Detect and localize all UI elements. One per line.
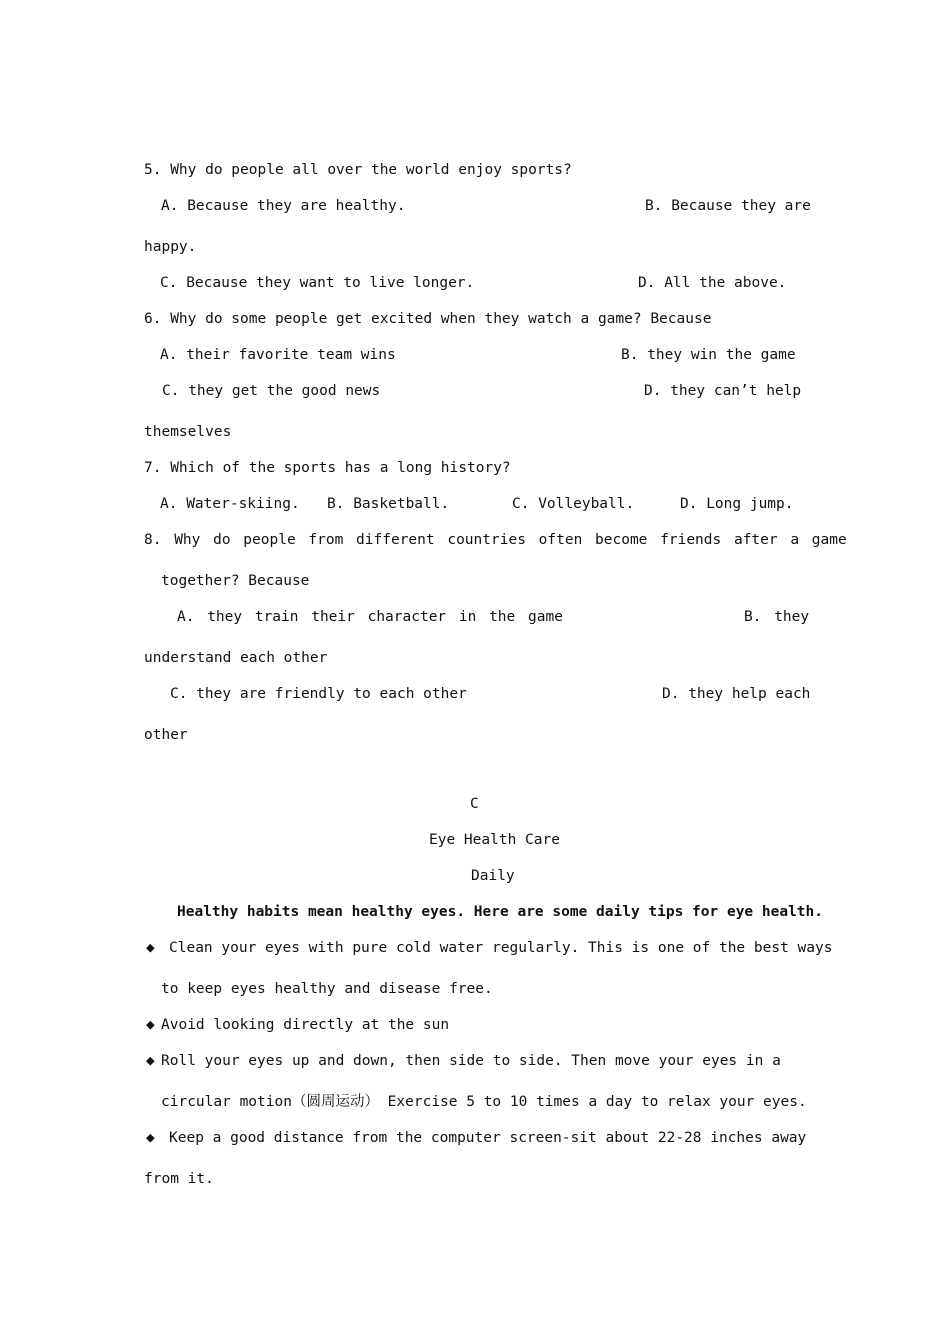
question-8-option-b-wrap: understand each other <box>144 650 328 666</box>
tip-4-line-1: Keep a good distance from the computer screen-sit about 22-28 inches away <box>169 1130 807 1146</box>
question-5-option-b: B. Because they are <box>645 198 811 214</box>
question-5-stem: 5. Why do people all over the world enjoy sports? <box>144 162 572 178</box>
tip-2-bullet-icon: ◆ <box>146 1017 155 1033</box>
question-8-stem-wrap: together? Because <box>161 573 310 589</box>
question-6-stem: 6. Why do some people get excited when they watch a game? Because <box>144 311 712 327</box>
question-7-stem: 7. Which of the sports has a long history? <box>144 460 511 476</box>
question-6-option-d: D. they can’t help <box>644 383 802 399</box>
question-6-option-c: C. they get the good news <box>162 383 381 399</box>
question-5-option-d: D. All the above. <box>638 275 787 291</box>
question-8-option-a: A. they train their character in the game <box>177 609 563 625</box>
tip-1-bullet-icon: ◆ <box>146 940 155 956</box>
tip-2-line-1: Avoid looking directly at the sun <box>161 1017 450 1033</box>
section-title: Eye Health Care <box>429 832 560 848</box>
question-5-option-b-wrap: happy. <box>144 239 197 255</box>
question-8-option-d-wrap: other <box>144 727 188 743</box>
question-6-option-d-wrap: themselves <box>144 424 232 440</box>
tip-1-line-2: to keep eyes healthy and disease free. <box>161 981 493 997</box>
tip-4-line-2: from it. <box>144 1171 214 1187</box>
tip-3-line-2: circular motion（圆周运动） Exercise 5 to 10 times a day to relax your eyes. <box>161 1094 807 1110</box>
question-5-option-c: C. Because they want to live longer. <box>160 275 475 291</box>
question-7-option-b: B. Basketball. <box>327 496 450 512</box>
tip-3-line-1: Roll your eyes up and down, then side to side. Then move your eyes in a <box>161 1053 781 1069</box>
question-5-option-a: A. Because they are healthy. <box>161 198 406 214</box>
tip-1-line-1: Clean your eyes with pure cold water regularly. This is one of the best ways <box>169 940 833 956</box>
question-7-option-d: D. Long jump. <box>680 496 794 512</box>
section-letter: C <box>470 796 479 812</box>
tip-4-bullet-icon: ◆ <box>146 1130 155 1146</box>
section-subtitle: Daily <box>471 868 515 884</box>
section-intro: Healthy habits mean healthy eyes. Here are some daily tips for eye health. <box>177 904 824 920</box>
question-6-option-b: B. they win the game <box>621 347 796 363</box>
tip-3-bullet-icon: ◆ <box>146 1053 155 1069</box>
question-7-option-c: C. Volleyball. <box>512 496 635 512</box>
question-6-option-a: A. their favorite team wins <box>160 347 396 363</box>
question-8-option-c: C. they are friendly to each other <box>170 686 467 702</box>
question-8-stem: 8. Why do people from different countries often become friends after a game <box>144 532 847 548</box>
question-8-option-d: D. they help each <box>662 686 811 702</box>
question-7-option-a: A. Water-skiing. <box>160 496 300 512</box>
question-8-option-b: B. they <box>744 609 810 625</box>
